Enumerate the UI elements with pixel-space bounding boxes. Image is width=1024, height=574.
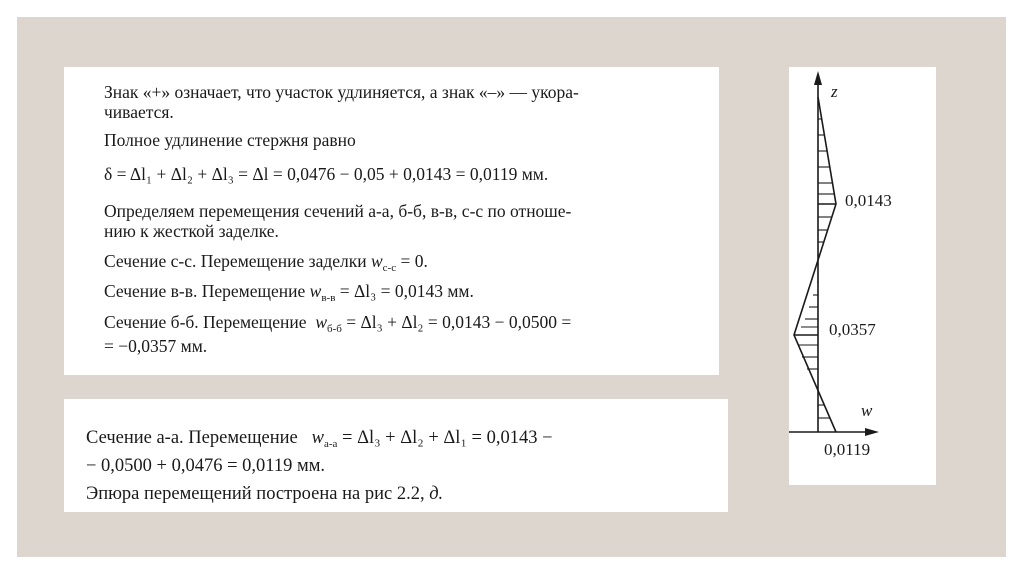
section-cc-label: Сечение с-с. Перемещение заделки	[104, 251, 367, 271]
section-bb-w: w	[315, 312, 327, 332]
z-axis-arrow-icon	[814, 71, 822, 85]
section-bb-result: = −0,0357 мм.	[104, 336, 208, 356]
paragraph-displacements-cont: нию к жесткой заделке.	[104, 221, 279, 241]
diagram-outline	[794, 97, 836, 432]
section-cc-line	[104, 251, 428, 274]
w-axis-arrow-icon	[865, 428, 879, 436]
value-label-top: 0,0143	[845, 191, 892, 210]
section-bb-value: = Δl₃ + Δl₂ = 0,0143 − 0,0500 =	[341, 312, 572, 332]
paragraph-sign-meaning: Знак «+» означает, что участок удлиняется, а знак «–» — укора-	[104, 82, 579, 102]
text-panel-bottom	[64, 399, 728, 512]
section-vv-label: Сечение в-в. Перемещение	[104, 281, 306, 301]
figure-caption-letter: д.	[429, 484, 444, 504]
section-bb-line	[104, 312, 572, 335]
section-vv-line	[104, 281, 474, 304]
equation-total-elongation: δ = Δl₁ + Δl₂ + Δl₃ = Δl = 0,0476 − 0,05 + 0,0143 = 0,0119 мм.	[104, 164, 549, 184]
section-vv-value: = Δl₃ = 0,0143 мм.	[335, 281, 474, 301]
section-aa-result: − 0,0500 + 0,0476 = 0,0119 мм.	[86, 456, 326, 476]
paragraph-sign-meaning-cont: чивается.	[104, 102, 174, 122]
section-aa-line	[86, 428, 553, 448]
paragraph-displacements: Определяем перемещения сечений а-а, б-б, в-в, с-с по отноше-	[104, 201, 572, 221]
z-axis-label: z	[831, 82, 838, 101]
section-cc-sub: с-с	[382, 262, 397, 274]
value-label-bottom: 0,0119	[824, 440, 871, 459]
figure-panel	[789, 67, 936, 485]
figure-caption: Эпюра перемещений построена на рис 2.2,	[86, 484, 425, 504]
section-bb-sub: б-б	[327, 323, 342, 335]
section-aa-sub: а-а	[323, 438, 338, 450]
section-vv-w: w	[309, 281, 322, 301]
section-cc-w: w	[370, 251, 383, 271]
value-label-middle: 0,0357	[829, 320, 876, 339]
section-bb-label: Сечение б-б. Перемещение	[104, 312, 307, 332]
w-axis-label: w	[861, 401, 873, 420]
section-aa-label: Сечение а-а. Перемещение	[86, 428, 298, 448]
paragraph-total-elongation: Полное удлинение стержня равно	[104, 130, 356, 150]
displacement-diagram	[789, 67, 936, 485]
section-cc-value: = 0.	[396, 251, 428, 271]
section-aa-value: = Δl₃ + Δl₂ + Δl₁ = 0,0143 −	[337, 428, 553, 448]
section-aa-w: w	[311, 428, 324, 448]
section-vv-sub: в-в	[321, 292, 336, 304]
text-panel-top	[64, 67, 719, 375]
figure-caption-line	[86, 484, 443, 504]
